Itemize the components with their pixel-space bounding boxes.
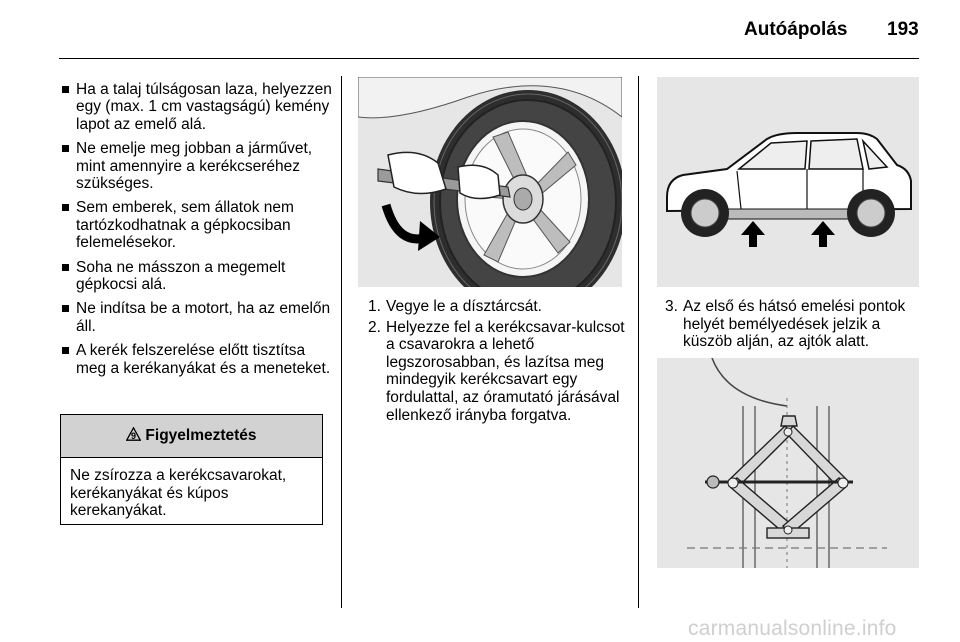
step-item	[659, 298, 925, 351]
warning-icon-glyph: 9	[131, 430, 137, 441]
bullet-square-icon	[62, 86, 69, 93]
bullet-item	[60, 342, 332, 377]
warning-header	[61, 415, 322, 458]
page-number: 193	[887, 19, 919, 40]
header-divider	[59, 58, 919, 59]
bullet-text: A kerék felszerelése előtt tisztítsa meg a kerékanyákat és a meneteket.	[76, 342, 331, 377]
bullet-text: Ne indítsa be a motort, ha az emelőn áll.	[76, 300, 331, 335]
bullet-item	[60, 81, 332, 133]
warning-title: Figyelmeztetés	[145, 427, 257, 444]
page-header-title: Autóápolás	[744, 19, 848, 40]
car-jack-points-illustration	[657, 77, 919, 287]
step-text: Az első és hátsó emelési pontok helyét bemélyedések jelzik a küszöb alján, az ajtók alatt.	[683, 298, 906, 351]
procedure-steps	[362, 298, 632, 427]
column-divider-right	[638, 76, 639, 608]
scissor-jack-illustration	[657, 358, 919, 568]
bullet-square-icon	[62, 204, 69, 211]
warning-box	[60, 414, 323, 525]
step-item	[362, 298, 632, 316]
wheel-wrench-illustration	[358, 77, 622, 287]
bullet-square-icon	[62, 264, 69, 271]
bullet-text: Soha ne másszon a megemelt gépkocsi alá.	[76, 258, 286, 294]
bullet-square-icon	[62, 305, 69, 312]
bullet-item	[60, 300, 332, 335]
step-number: 2.	[368, 318, 381, 336]
bullet-text: Ne emelje meg jobban a járművet, mint amennyire a kerékcseréhez szükséges.	[76, 140, 313, 193]
bullet-square-icon	[62, 145, 69, 152]
bullet-item	[60, 140, 332, 192]
watermark: carmanualsonline.info	[688, 617, 897, 640]
column-divider-left	[341, 76, 342, 608]
warning-triangle-icon	[126, 427, 141, 446]
step-item	[362, 319, 632, 425]
bullet-item	[60, 199, 332, 251]
step-text: Helyezze fel a kerékcsavar-kulcsot a csavarokra a lehető legszorosabban, és lazítsa meg mindegyik kerékcsavart egy fordulattal, az óramutató járásával ellenkező irányba forgatva.	[386, 318, 625, 424]
bullet-text: Ha a talaj túlságosan laza, helyezzen egy (max. 1 cm vastagságú) kemény lapot az emelő alá.	[76, 81, 332, 133]
bullet-item	[60, 259, 332, 294]
step-text: Vegye le a dísztárcsát.	[386, 298, 542, 315]
bullet-text: Sem emberek, sem állatok nem tartózkodhatnak a gépkocsiban felemelésekor.	[76, 199, 294, 252]
step-number: 1.	[368, 298, 381, 315]
warning-text: Ne zsírozza a kerékcsavarokat, kerékanyákat és kúpos kerekanyákat.	[70, 467, 287, 520]
step-number: 3.	[665, 298, 678, 315]
procedure-steps-continued	[659, 298, 925, 354]
safety-bullet-list	[60, 81, 332, 384]
bullet-square-icon	[62, 347, 69, 354]
